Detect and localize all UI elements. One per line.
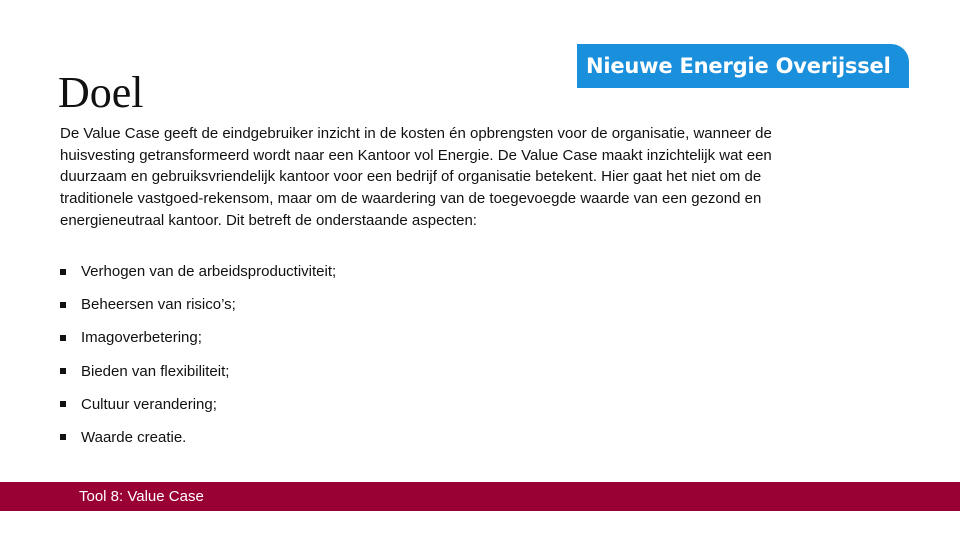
bullet-square-icon	[60, 434, 66, 440]
bullet-item	[60, 361, 336, 382]
bullet-square-icon	[60, 368, 66, 374]
brand-logo-text: Nieuwe Energie Overijssel	[586, 54, 891, 78]
intro-paragraph: De Value Case geeft de eindgebruiker inzicht in de kosten én opbrengsten voor de organisatie, wanneer de huisvesting getransformeerd wordt naar een Kantoor vol Energie. De Value Case maakt inzichtelijk wat een duurzaam en gebruiksvriendelijk kantoor voor een bedrijf of organisatie betekent. Hier gaat het niet om de traditionele vastgoed-rekensom, maar om de waardering van de toegevoegde waarde van een gezond en energieneutraal kantoor. Dit betreft de onderstaande aspecten:	[60, 125, 772, 229]
bullet-square-icon	[60, 302, 66, 308]
bullet-text: Bieden van flexibiliteit;	[81, 362, 230, 380]
bullet-item	[60, 394, 336, 415]
footer-label: Tool 8: Value Case	[79, 488, 204, 505]
bullet-square-icon	[60, 401, 66, 407]
bullet-text: Verhogen van de arbeidsproductiviteit;	[81, 263, 337, 280]
bullet-item	[60, 327, 336, 348]
bullet-square-icon	[60, 335, 66, 341]
slide-title: Doel	[58, 68, 144, 117]
bullet-square-icon	[60, 269, 66, 275]
bullet-text: Cultuur verandering;	[81, 395, 217, 413]
bullet-item	[60, 427, 336, 448]
bullet-text: Imagoverbetering;	[81, 329, 202, 347]
footer-bar	[0, 482, 960, 511]
bullet-text: Waarde creatie.	[81, 428, 187, 446]
brand-logo	[577, 44, 909, 88]
bullet-text: Beheersen van risico’s;	[81, 296, 236, 314]
bullet-list	[60, 261, 336, 460]
bullet-item	[60, 261, 336, 282]
bullet-item	[60, 294, 336, 315]
